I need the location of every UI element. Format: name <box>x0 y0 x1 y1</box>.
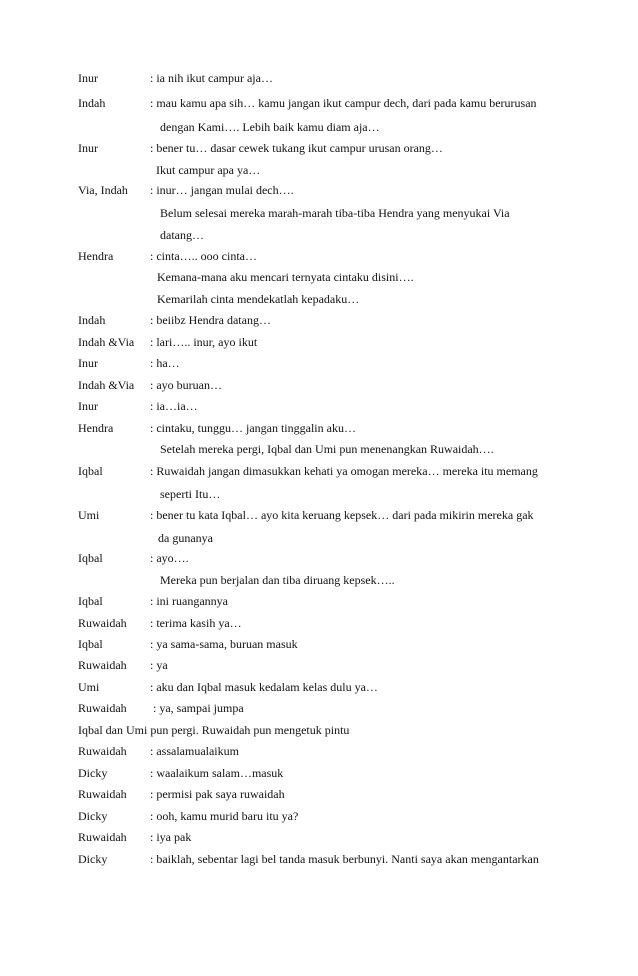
speaker-name: Dicky <box>78 852 108 866</box>
speaker-name: Indah &Via <box>78 378 135 392</box>
dialogue-text: : ini ruangannya <box>150 594 228 608</box>
speaker-name: Iqbal <box>78 464 103 478</box>
dialogue-text: Belum selesai mereka marah-marah tiba-tiba Hendra yang menyukai Via <box>160 206 510 220</box>
speaker-name: Indah <box>78 313 106 327</box>
dialogue-text: : ooh, kamu murid baru itu ya? <box>150 809 299 823</box>
dialogue-text: : iya pak <box>150 830 192 844</box>
speaker-name: Inur <box>78 141 98 155</box>
dialogue-text: : ya <box>150 658 168 672</box>
speaker-name: Ruwaidah <box>78 744 127 758</box>
dialogue-text: seperti Itu… <box>160 487 221 501</box>
dialogue-text: : assalamualaikum <box>150 744 239 758</box>
speaker-name: Umi <box>78 508 100 522</box>
dialogue-text: Setelah mereka pergi, Iqbal dan Umi pun menenangkan Ruwaidah…. <box>160 442 494 456</box>
narration-text: Iqbal dan Umi pun pergi. Ruwaidah pun mengetuk pintu <box>78 723 350 737</box>
dialogue-text: : terima kasih ya… <box>150 616 242 630</box>
dialogue-text: : mau kamu apa sih… kamu jangan ikut campur dech, dari pada kamu berurusan <box>150 96 537 110</box>
dialogue-text: : cintaku, tunggu… jangan tinggalin aku… <box>150 421 356 435</box>
dialogue-text: dengan Kami…. Lebih baik kamu diam aja… <box>160 120 380 134</box>
speaker-name: Dicky <box>78 766 108 780</box>
speaker-name: Ruwaidah <box>78 658 127 672</box>
speaker-name: Ruwaidah <box>78 616 127 630</box>
speaker-name: Indah <box>78 96 106 110</box>
dialogue-text: datang… <box>160 228 204 242</box>
dialogue-text: : waalaikum salam…masuk <box>150 766 284 780</box>
speaker-name: Via, Indah <box>78 183 128 197</box>
dialogue-text: Ikut campur apa ya… <box>156 163 261 177</box>
dialogue-text: : cinta….. ooo cinta… <box>150 249 257 263</box>
dialogue-text: : permisi pak saya ruwaidah <box>150 787 285 801</box>
dialogue-text: : ha… <box>150 356 180 370</box>
dialogue-text: : Ruwaidah jangan dimasukkan kehati ya omogan mereka… mereka itu memang <box>150 464 538 478</box>
speaker-name: Ruwaidah <box>78 701 127 715</box>
dialogue-text: Mereka pun berjalan dan tiba diruang kepsek….. <box>160 573 395 587</box>
speaker-name: Ruwaidah <box>78 787 127 801</box>
dialogue-text: da gunanya <box>158 531 213 545</box>
dialogue-text: : ya, sampai jumpa <box>153 701 244 715</box>
dialogue-text: Kemarilah cinta mendekatlah kepadaku… <box>157 292 360 306</box>
dialogue-text: : aku dan Iqbal masuk kedalam kelas dulu ya… <box>150 680 378 694</box>
speaker-name: Ruwaidah <box>78 830 127 844</box>
dialogue-text: : ya sama-sama, buruan masuk <box>150 637 298 651</box>
dialogue-text: Kemana-mana aku mencari ternyata cintaku disini…. <box>157 270 414 284</box>
speaker-name: Indah &Via <box>78 335 135 349</box>
speaker-name: Iqbal <box>78 551 103 565</box>
dialogue-text: : ayo…. <box>150 551 189 565</box>
dialogue-text: : bener tu kata Iqbal… ayo kita keruang kepsek… dari pada mikirin mereka gak <box>150 508 534 522</box>
dialogue-text: : lari….. inur, ayo ikut <box>150 335 258 349</box>
speaker-name: Dicky <box>78 809 108 823</box>
dialogue-text: : bener tu… dasar cewek tukang ikut campur urusan orang… <box>150 141 443 155</box>
speaker-name: Inur <box>78 71 98 85</box>
dialogue-text: : ayo buruan… <box>150 378 222 392</box>
dialogue-text: : ia…ia… <box>150 399 198 413</box>
speaker-name: Inur <box>78 399 98 413</box>
dialogue-text: : baiklah, sebentar lagi bel tanda masuk berbunyi. Nanti saya akan mengantarkan <box>150 852 539 866</box>
speaker-name: Inur <box>78 356 98 370</box>
dialogue-text: : inur… jangan mulai dech…. <box>150 183 294 197</box>
dialogue-text: : ia nih ikut campur aja… <box>150 71 273 85</box>
speaker-name: Iqbal <box>78 637 103 651</box>
speaker-name: Hendra <box>78 249 114 263</box>
dialogue-text: : beiibz Hendra datang… <box>150 313 271 327</box>
speaker-name: Iqbal <box>78 594 103 608</box>
speaker-name: Hendra <box>78 421 114 435</box>
speaker-name: Umi <box>78 680 100 694</box>
